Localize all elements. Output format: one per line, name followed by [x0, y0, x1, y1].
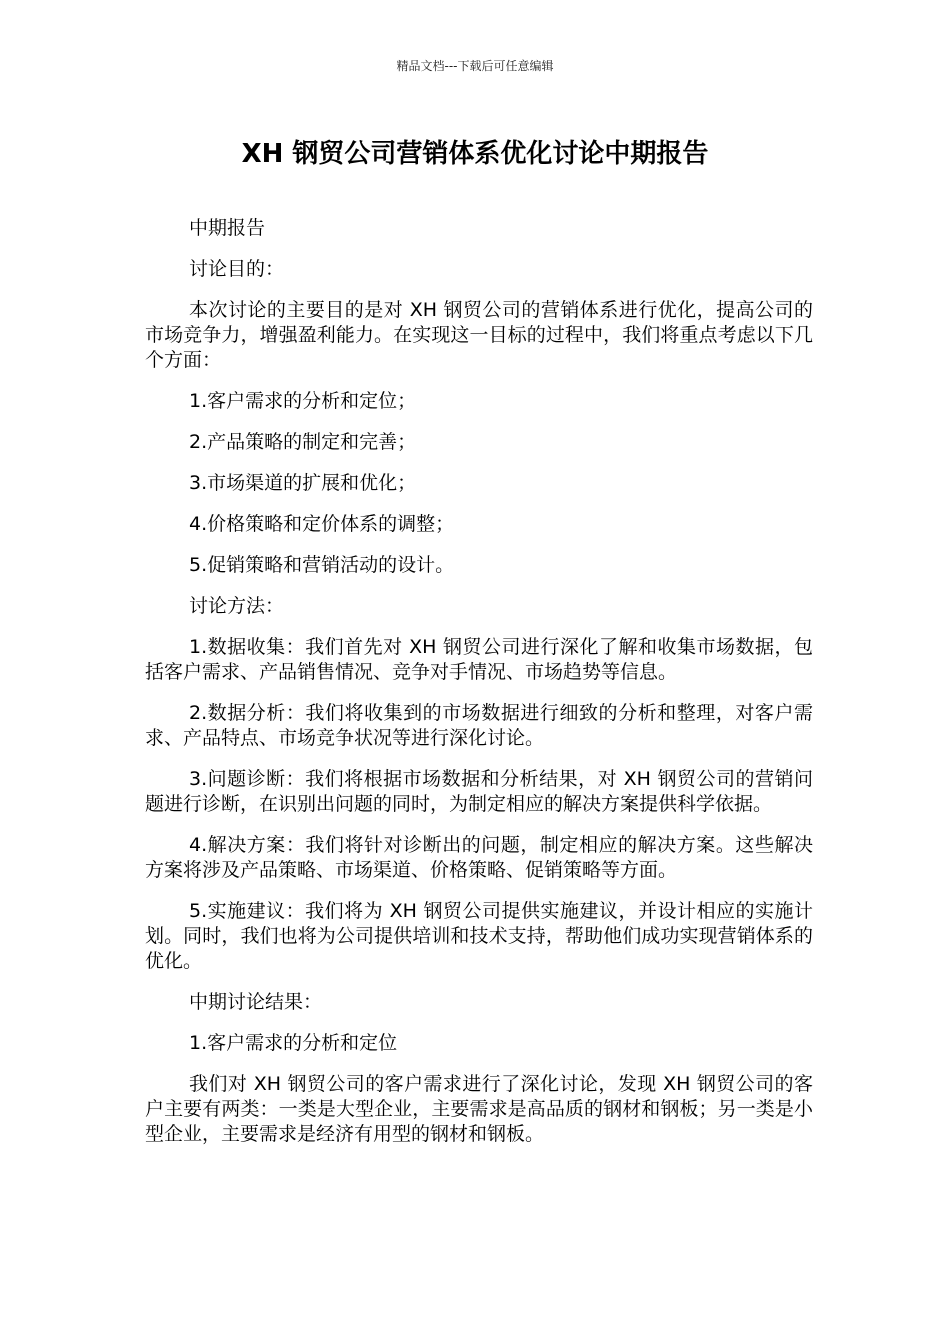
list-item-focus-1: 1.客户需求的分析和定位； — [189, 390, 417, 412]
list-item-method-5: 5.实施建议：我们将为 XH 钢贸公司提供实施建议，并设计相应的实施计划。同时，我们也将为公司提供培训和技术支持，帮助他们成功实现营销体系的优化。 — [145, 900, 813, 972]
paragraph-purpose-heading: 讨论目的： — [189, 258, 285, 280]
list-item-focus-4: 4.价格策略和定价体系的调整； — [189, 513, 455, 535]
paragraph-results-body-1: 我们对 XH 钢贸公司的客户需求进行了深化讨论，发现 XH 钢贸公司的客户主要有两类：一类是大型企业，主要需求是高品质的钢材和钢板；另一类是小型企业，主要需求是经济有用型的钢材和钢板。 — [145, 1073, 813, 1145]
list-item-focus-5: 5.促销策略和营销活动的设计。 — [189, 554, 455, 576]
list-item-method-2: 2.数据分析：我们将收集到的市场数据进行细致的分析和整理，对客户需求、产品特点、市场竞争状况等进行深化讨论。 — [145, 702, 813, 749]
document-body — [145, 216, 813, 1163]
list-item-focus-3: 3.市场渠道的扩展和优化； — [189, 472, 417, 494]
list-item-method-1: 1.数据收集：我们首先对 XH 钢贸公司进行深化了解和收集市场数据，包括客户需求、产品销售情况、竞争对手情况、市场趋势等信息。 — [145, 636, 813, 683]
page-header-note: 精品文档---下载后可任意编辑 — [396, 59, 554, 73]
paragraph-purpose-body: 本次讨论的主要目的是对 XH 钢贸公司的营销体系进行优化，提高公司的市场竞争力，增强盈利能力。在实现这一目标的过程中，我们将重点考虑以下几个方面： — [145, 299, 813, 371]
paragraph-results-subheading-1: 1.客户需求的分析和定位 — [189, 1032, 398, 1054]
list-item-method-3: 3.问题诊断：我们将根据市场数据和分析结果，对 XH 钢贸公司的营销问题进行诊断，在识别出问题的同时，为制定相应的解决方案提供科学依据。 — [145, 768, 813, 815]
list-item-focus-2: 2.产品策略的制定和完善； — [189, 431, 417, 453]
paragraph-method-heading: 讨论方法： — [189, 595, 285, 617]
list-item-method-4: 4.解决方案：我们将针对诊断出的问题，制定相应的解决方案。这些解决方案将涉及产品策略、市场渠道、价格策略、促销策略等方面。 — [145, 834, 813, 881]
document-title: XH 钢贸公司营销体系优化讨论中期报告 — [241, 139, 709, 169]
paragraph-results-heading: 中期讨论结果： — [189, 991, 323, 1013]
paragraph-section-heading: 中期报告 — [189, 217, 266, 239]
